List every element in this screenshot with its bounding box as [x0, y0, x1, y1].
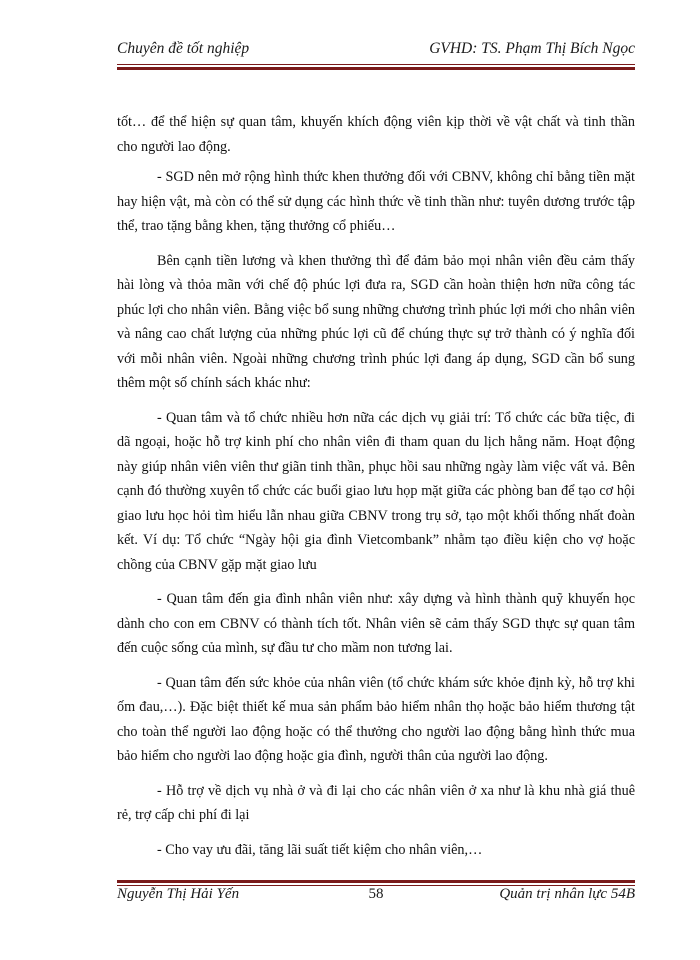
header-document-type: Chuyên đề tốt nghiệp	[117, 40, 250, 57]
header-rule-thin	[117, 64, 635, 65]
header-rule-thick	[117, 67, 635, 70]
paragraph-loans: - Cho vay ưu đãi, tăng lãi suất tiết kiệm cho nhân viên,…	[157, 841, 483, 858]
paragraph-reward-forms: - SGD nên mở rộng hình thức khen thưởng đối với CBNV, không chỉ bằng tiền mặt hay hiện vật, mà còn có thể sử dụng các hình thức về tinh thần như: tuyên dương trước tập thể, trao tặng bằng khen, tặng thưởng cổ phiếu…	[117, 169, 635, 234]
footer-rule-thick	[117, 880, 635, 883]
paragraph-continuation: tốt… để thể hiện sự quan tâm, khuyến khích động viên kịp thời về vật chất và tinh thần cho người lao động.	[117, 114, 635, 155]
page-footer	[117, 886, 635, 910]
paragraph-welfare-intro: Bên cạnh tiền lương và khen thưởng thì để đảm bảo mọi nhân viên đều cảm thấy hài lòng và thỏa mãn với chế độ phúc lợi đưa ra, SGD cần hoàn thiện hơn nữa công tác phúc lợi cho nhân viên. Bằng việc bổ sung những chương trình phúc lợi mới cho nhân viên và nâng cao chất lượng của những phúc lợi cũ để chúng thực sự trở thành có ý nghĩa đối với mỗi nhân viên. Ngoài những chương trình phúc lợi đang áp dụng, SGD cần bổ sung thêm một số chính sách khác như:	[117, 252, 635, 391]
page-body	[117, 110, 635, 868]
footer-class: Quản trị nhân lực 54B	[499, 886, 635, 902]
page-header	[117, 40, 635, 66]
paragraph-entertainment: - Quan tâm và tổ chức nhiều hơn nữa các dịch vụ giải trí: Tổ chức các bữa tiệc, đi dã ngoại, hoặc hỗ trợ kinh phí cho nhân viên đi tham quan du lịch hằng năm. Hoạt động này giúp nhân viên viên thư giãn tinh thần, phục hồi sau những ngày làm việc vất vả. Bên cạnh đó thường xuyên tổ chức các buổi giao lưu họp mặt giữa các phòng ban để tạo cơ hội giao lưu học hỏi tìm hiểu lẫn nhau giữa CBNV trong trụ sở, tạo một khối thống nhất đoàn kết. Ví dụ: Tổ chức “Ngày hội gia đình Vietcombank” nhằm tạo điều kiện cho vợ hoặc chồng của CBNV gặp mặt giao lưu	[117, 409, 635, 573]
paragraph-housing: - Hỗ trợ về dịch vụ nhà ở và đi lại cho các nhân viên ở xa như là khu nhà giá thuê rẻ, trợ cấp chi phí đi lại	[117, 782, 635, 823]
footer-page-number: 58	[368, 886, 384, 902]
paragraph-family: - Quan tâm đến gia đình nhân viên như: xây dựng và hình thành quỹ khuyến học dành cho con em CBNV có thành tích tốt. Nhân viên sẽ cảm thấy SGD thực sự quan tâm đến cuộc sống của mình, sự đầu tư cho mầm non tương lai.	[117, 591, 635, 656]
footer-author: Nguyễn Thị Hải Yến	[117, 886, 240, 902]
paragraph-health: - Quan tâm đến sức khỏe của nhân viên (tổ chức khám sức khỏe định kỳ, hỗ trợ khi ốm đau,…). Đặc biệt thiết kế mua sản phẩm bảo hiểm nhân thọ hoặc bảo hiểm thương tật cho toàn thể người lao động hoặc có thể thưởng cho người lao động bằng hình thức mua bảo hiểm cho người lao động hoặc gia đình, người thân của người lao động.	[117, 674, 635, 764]
header-supervisor: GVHD: TS. Phạm Thị Bích Ngọc	[429, 40, 635, 57]
